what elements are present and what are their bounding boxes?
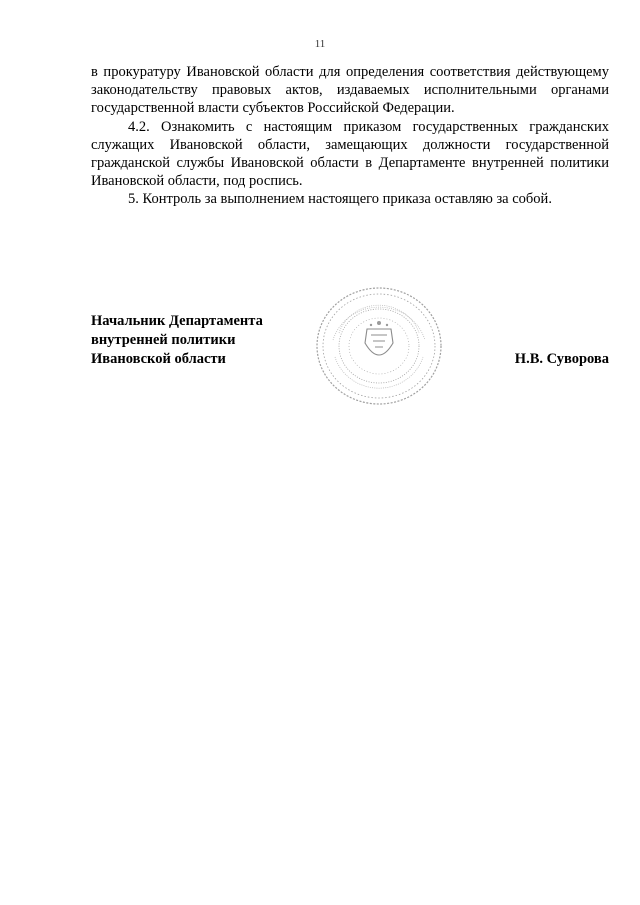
paragraph-item-4-2: 4.2. Ознакомить с настоящим приказом государственных гражданских служащих Ивановской области, замещающих должности государственной гражданской службы Ивановской области в Департаменте внутренней политики Ивановской области, под роспись. [91, 118, 609, 190]
paragraph-item-5: 5. Контроль за выполнением настоящего приказа оставляю за собой. [128, 191, 552, 208]
signer-position [91, 312, 263, 369]
signer-name: Н.В. Суворова [514, 351, 609, 367]
signer-position-line-1: Начальник Департамента [91, 313, 263, 329]
document-body [91, 63, 609, 209]
page-number: 11 [314, 38, 326, 50]
signer-position-line-2: внутренней политики [91, 332, 236, 348]
paragraph-continuation: в прокуратуру Ивановской области для определения соответствия действующему законодательству правовых актов, издаваемых исполнительными органами государственной власти субъектов Российской Федерации. [91, 64, 609, 117]
signer-position-line-3: Ивановской области [91, 351, 226, 367]
signature-block [91, 312, 609, 412]
